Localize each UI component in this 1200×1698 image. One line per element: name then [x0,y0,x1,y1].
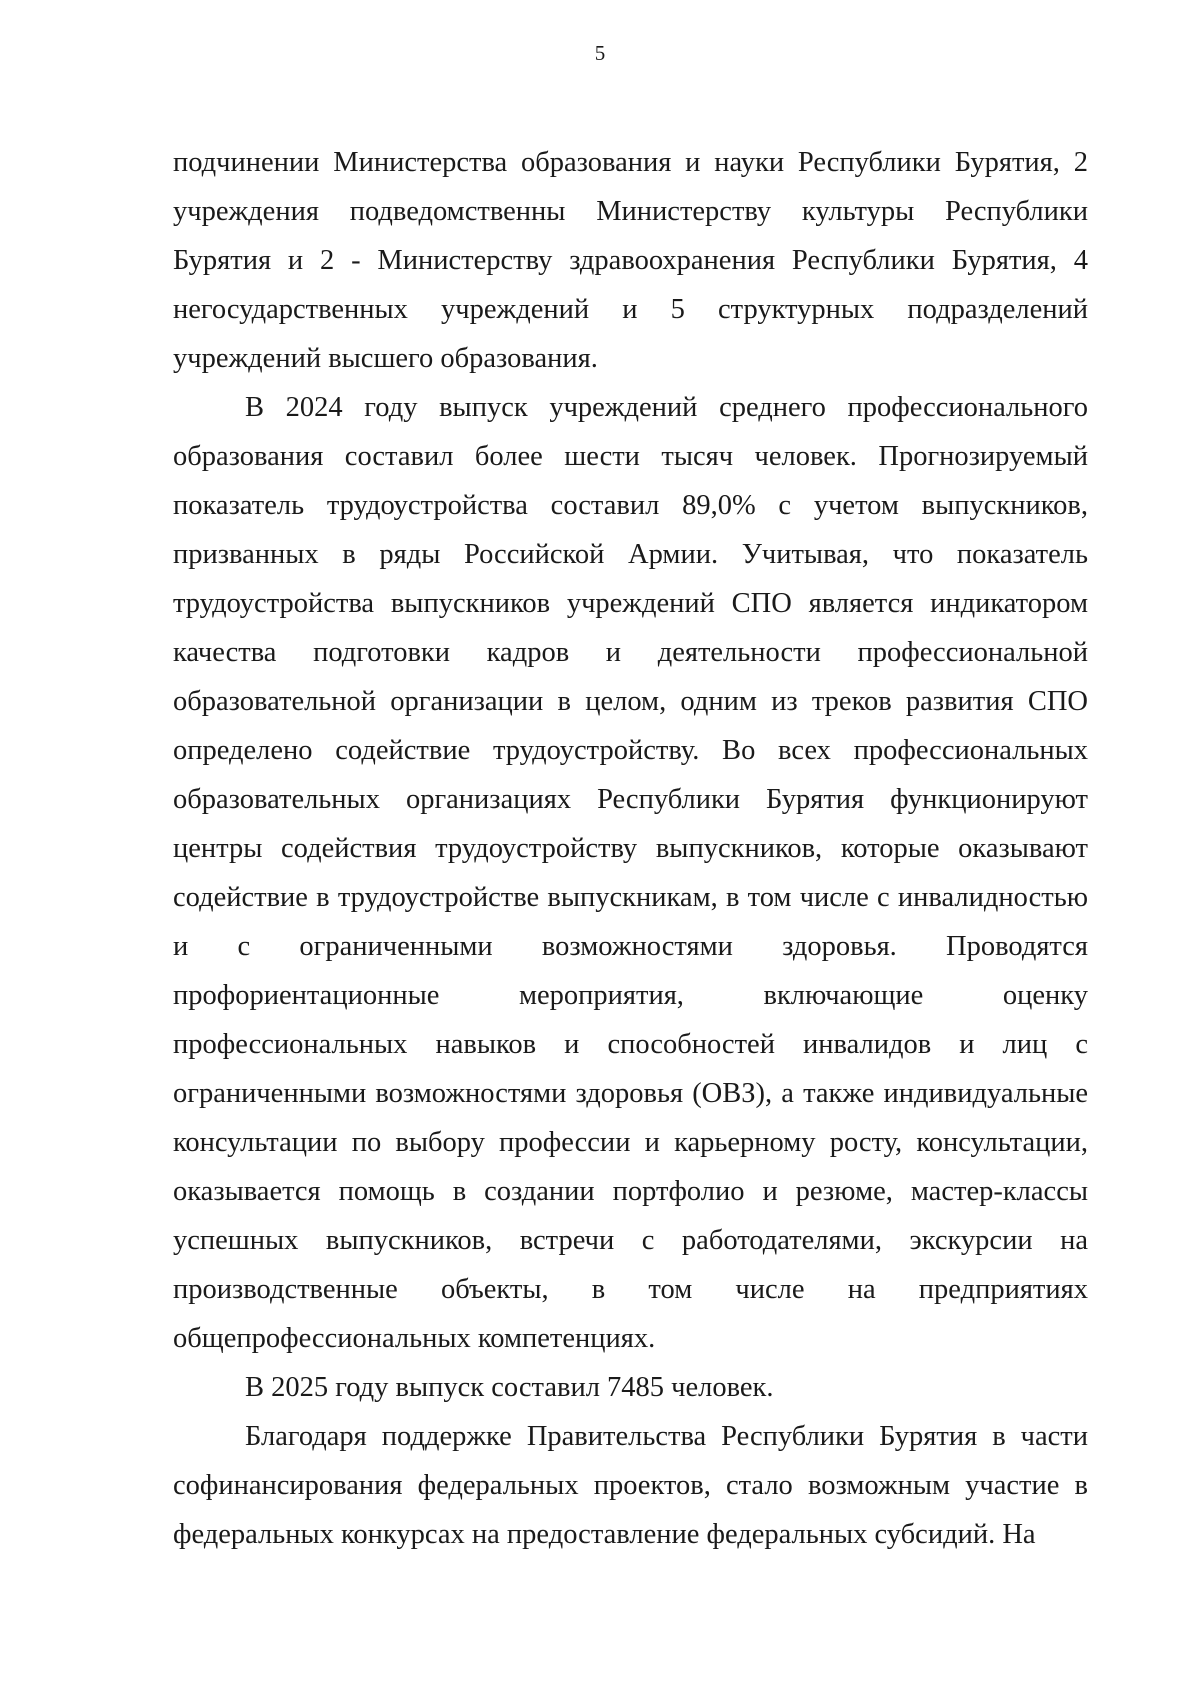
paragraph-government-support: Благодаря поддержке Правительства Республики Бурятия в части софинансирования федеральных проектов, стало возможным участие в федеральных конкурсах на предоставление федеральных субсидий. На [173,1421,1088,1550]
document-body [173,138,1088,1559]
paragraph-continuation: подчинении Министерства образования и науки Республики Бурятия, 2 учреждения подведомственны Министерству культуры Республики Бурятия и 2 - Министерству здравоохранения Республики Бурятия, 4 негосударственных учреждений и 5 структурных подразделений учреждений высшего образования. [173,147,1088,374]
paragraph-graduation-2024: В 2024 году выпуск учреждений среднего профессионального образования составил более шести тысяч человек. Прогнозируемый показатель трудоустройства составил 89,0% с учетом выпускников, призванных в ряды Российской Армии. Учитывая, что показатель трудоустройства выпускников учреждений СПО является индикатором качества подготовки кадров и деятельности профессиональной образовательной организации в целом, одним из треков развития СПО определено содействие трудоустройству. Во всех профессиональных образовательных организациях Республики Бурятия функционируют центры содействия трудоустройству выпускников, которые оказывают содействие в трудоустройстве выпускникам, в том числе с инвалидностью и с ограниченными возможностями здоровья. Проводятся профориентационные мероприятия, включающие оценку профессиональных навыков и способностей инвалидов и лиц с ограниченными возможностями здоровья (ОВЗ), а также индивидуальные консультации по выбору профессии и карьерному росту, консультации, оказывается помощь в создании портфолио и резюме, мастер-классы успешных выпускников, встречи с работодателями, экскурсии на производственные объекты, в том числе на предприятиях общепрофессиональных компетенциях. [173,392,1088,1354]
paragraph-graduation-2025: В 2025 году выпуск составил 7485 человек. [245,1372,774,1403]
page-number: 5 [594,41,606,65]
